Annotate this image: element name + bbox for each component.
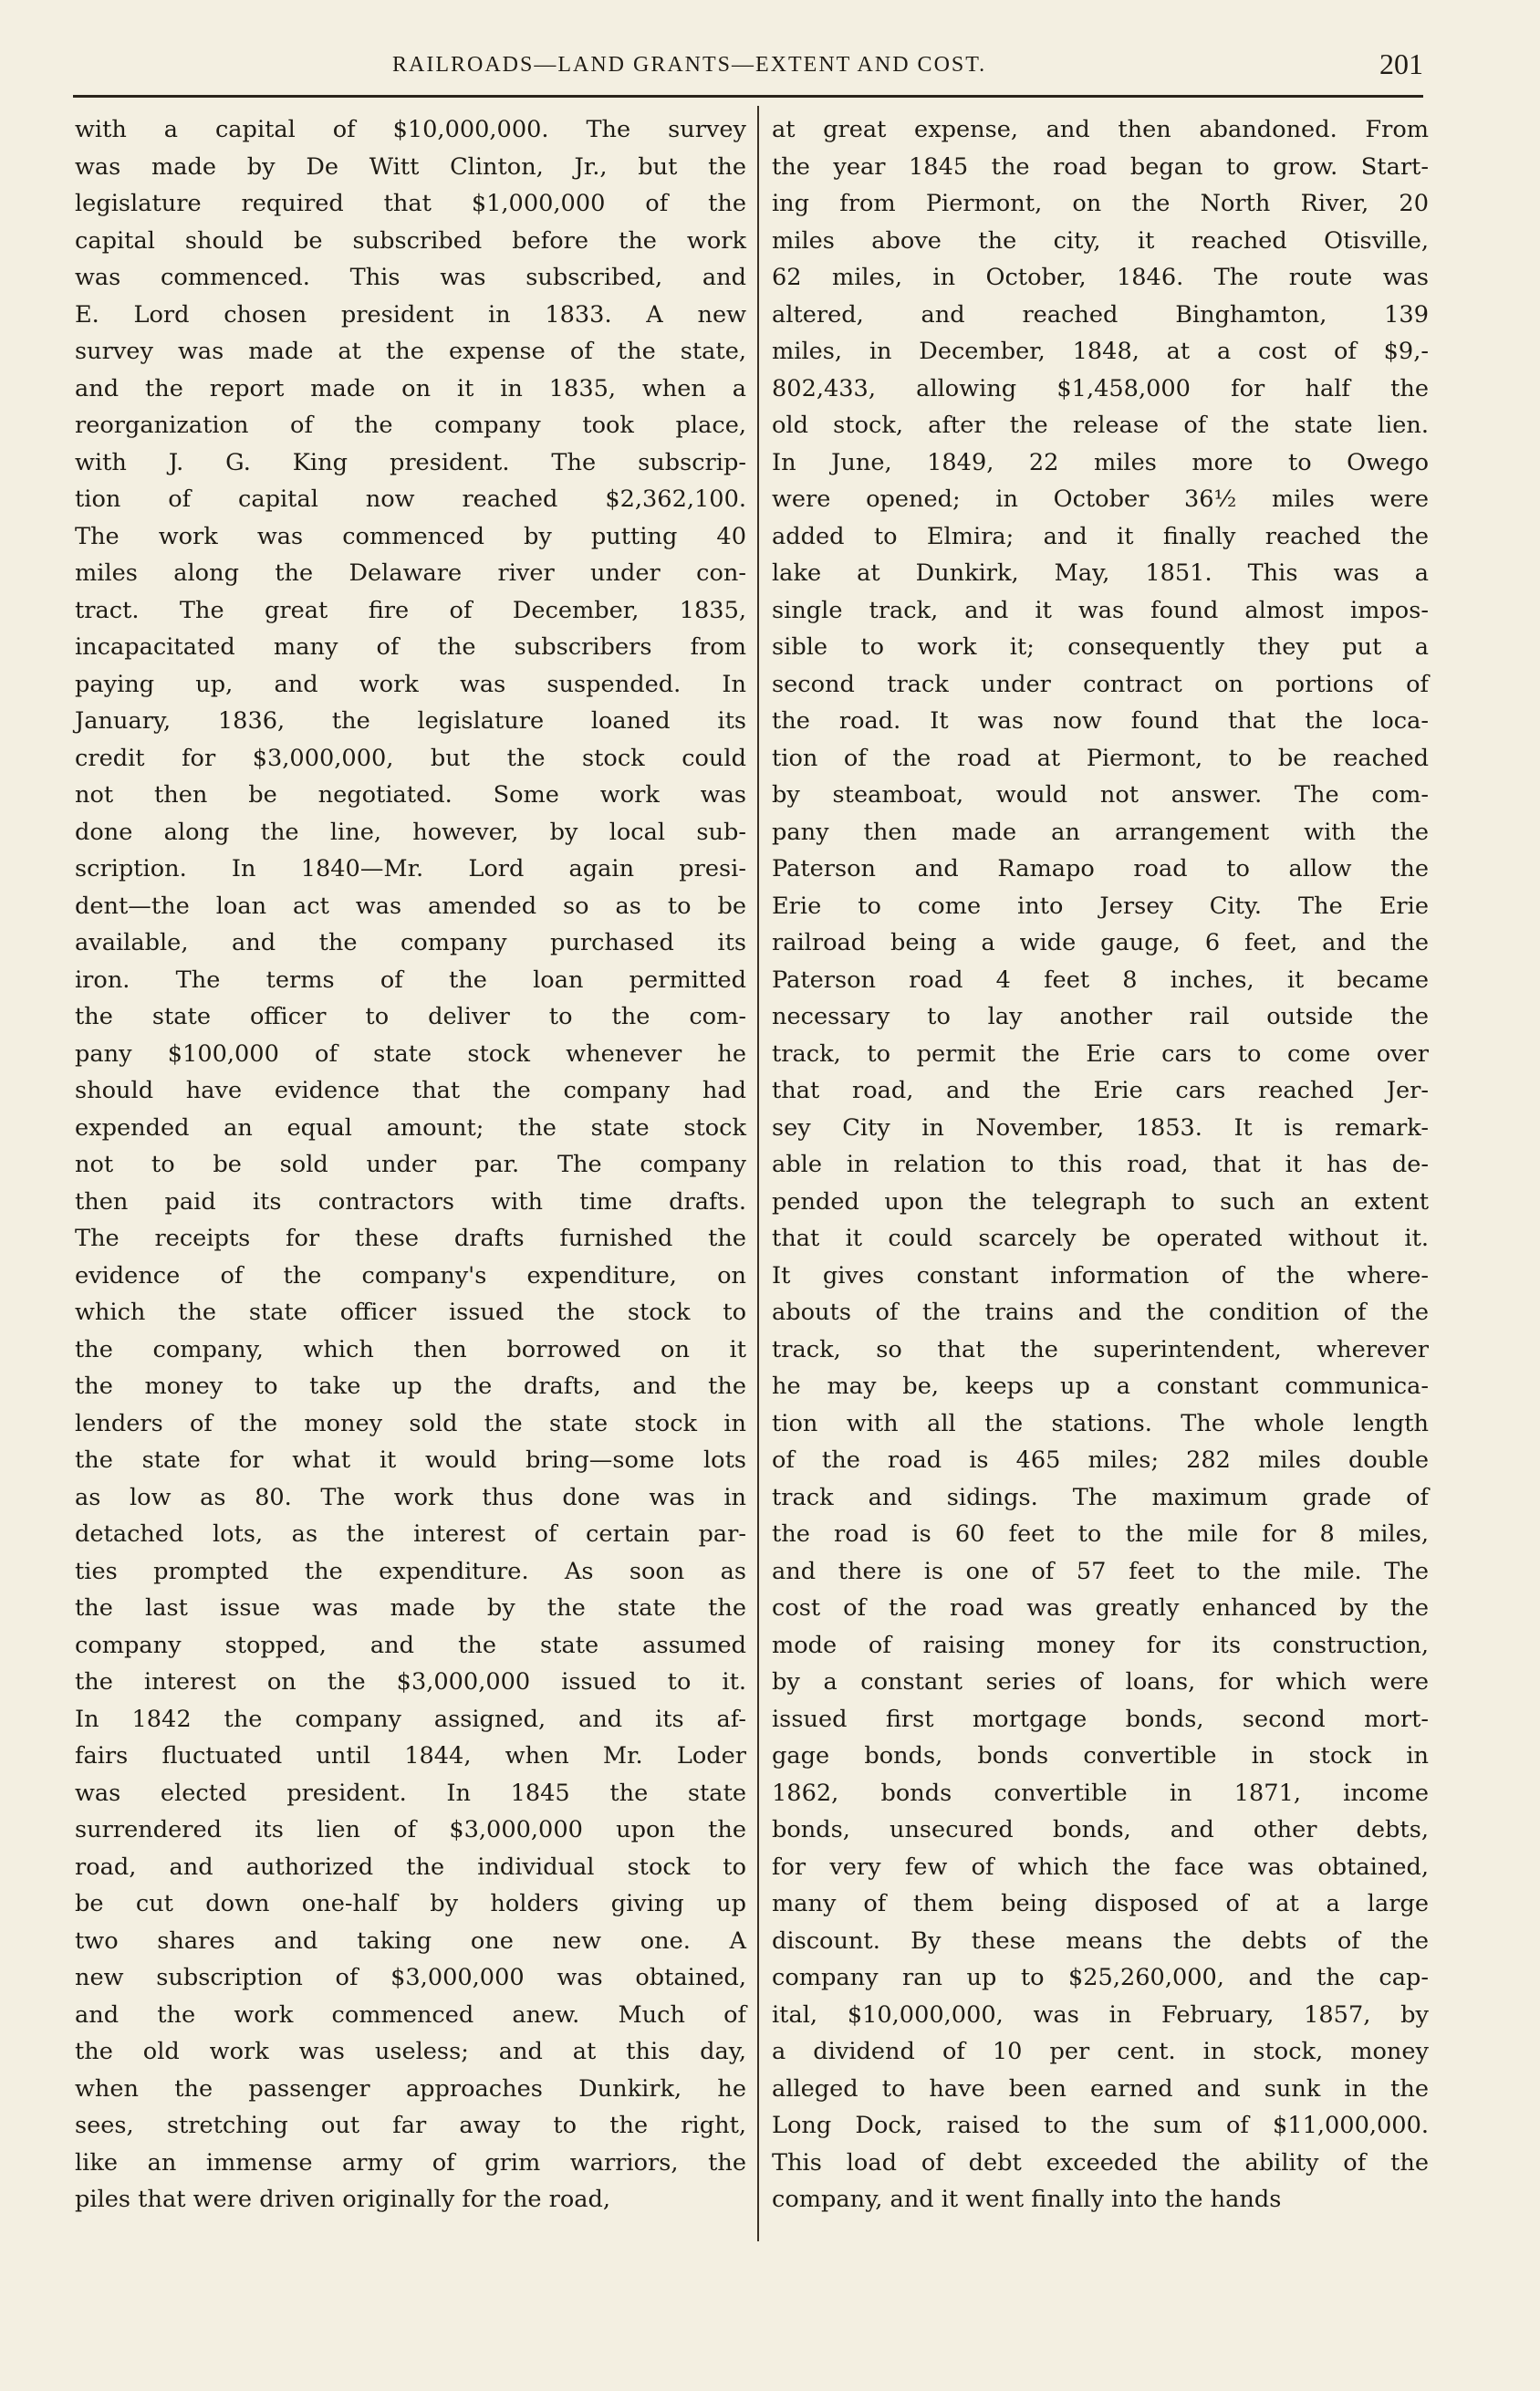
text-line: the state for what it would bring—some lots [75,1446,746,1474]
text-line: abouts of the trains and the condition of the [772,1299,1429,1326]
text-line: capital should be subscribed before the work [75,226,746,255]
text-line: by steamboat, would not answer. The com- [772,781,1429,809]
text-line: the company, which then borrowed on it [75,1335,746,1363]
text-line: with J. G. King president. The subscrip- [75,448,746,476]
text-line: road, and authorized the individual stock to [75,1853,746,1881]
page-header [73,47,1423,86]
text-line: alleged to have been earned and sunk in the [772,2074,1429,2103]
text-line: tion with all the stations. The whole length [772,1409,1429,1437]
text-line: tion of capital now reached $2,362,100. [75,486,746,513]
text-line: old stock, after the release of the state lien. [772,412,1429,439]
text-line: when the passenger approaches Dunkirk, he [75,2074,746,2103]
text-line: lenders of the money sold the state stock in [75,1409,746,1437]
text-line: the state officer to deliver to the com- [75,1003,746,1030]
text-line: were opened; in October 36½ miles were [772,486,1429,513]
text-line: altered, and reached Binghamton, 139 [772,300,1429,329]
text-line: and the work commenced anew. Much of [75,2000,746,2029]
text-line: scription. In 1840—Mr. Lord again presi- [75,855,746,882]
text-line: like an immense army of grim warriors, the [75,2148,746,2177]
column-divider [757,106,759,2241]
text-line: pany $100,000 of state stock whenever he [75,1039,746,1068]
text-line: single track, and it was found almost impos- [772,596,1429,624]
text-line: The work was commenced by putting 40 [75,522,746,550]
text-line: ing from Piermont, on the North River, 20 [772,190,1429,217]
text-line: In 1842 the company assigned, and its af- [75,1705,746,1733]
text-line: the year 1845 the road began to grow. Start- [772,152,1429,181]
text-line: Long Dock, raised to the sum of $11,000,000. [772,2112,1429,2139]
text-line: cost of the road was greatly enhanced by the [772,1594,1429,1622]
text-line: available, and the company purchased its [75,929,746,956]
text-line: pended upon the telegraph to such an extent [772,1187,1429,1216]
text-line: 802,433, allowing $1,458,000 for half the [772,374,1429,402]
text-line: that road, and the Erie cars reached Jer- [772,1077,1429,1104]
text-line: a dividend of 10 per cent. in stock, money [772,2038,1429,2065]
text-line: Paterson road 4 feet 8 inches, it became [772,966,1429,994]
text-line: be cut down one-half by holders giving up [75,1890,746,1917]
text-line: company, and it went finally into the hands [772,2186,1282,2213]
text-line: issued first mortgage bonds, second mort- [772,1705,1429,1733]
text-line: railroad being a wide gauge, 6 feet, and the [772,929,1429,956]
text-line: iron. The terms of the loan permitted [75,966,746,994]
text-line: sey City in November, 1853. It is remark- [772,1113,1429,1142]
text-line: track and sidings. The maximum grade of [772,1483,1429,1511]
left-column [75,111,746,2219]
text-line: should have evidence that the company had [75,1077,746,1104]
text-line: second track under contract on portions of [772,670,1429,698]
text-line: the money to take up the drafts, and the [75,1373,746,1400]
text-line: he may be, keeps up a constant communica- [772,1373,1429,1400]
text-line: the road. It was now found that the loca- [772,707,1429,735]
text-line: The receipts for these drafts furnished the [75,1225,746,1252]
text-line: the interest on the $3,000,000 issued to it. [75,1668,746,1696]
text-line: two shares and taking one new one. A [75,1926,746,1955]
text-line: January, 1836, the legislature loaned its [75,707,746,735]
text-line: company stopped, and the state assumed [75,1631,746,1659]
text-line: was elected president. In 1845 the state [75,1779,746,1807]
text-line: pany then made an arrangement with the [772,818,1429,846]
text-line: Paterson and Ramapo road to allow the [772,855,1429,882]
text-line: credit for $3,000,000, but the stock could [75,744,746,772]
text-line: dent—the loan act was amended so as to be [75,892,746,920]
text-line: the old work was useless; and at this day, [75,2038,746,2065]
text-line: miles, in December, 1848, at a cost of $9,- [772,338,1429,365]
text-line: by a constant series of loans, for which were [772,1668,1429,1696]
text-line: mode of raising money for its construction, [772,1631,1429,1659]
text-line: This load of debt exceeded the ability of the [772,2148,1429,2177]
text-line: which the state officer issued the stock to [75,1299,746,1326]
text-line: evidence of the company's expenditure, on [75,1261,746,1289]
text-line: surrendered its lien of $3,000,000 upon the [75,1816,746,1843]
text-line: gage bonds, bonds convertible in stock in [772,1742,1429,1770]
right-column [772,111,1429,2219]
text-line: as low as 80. The work thus done was in [75,1483,746,1511]
text-line: of the road is 465 miles; 282 miles double [772,1446,1429,1474]
text-line: fairs fluctuated until 1844, when Mr. Loder [75,1742,746,1770]
text-line: E. Lord chosen president in 1833. A new [75,300,746,329]
text-line: miles along the Delaware river under con- [75,559,746,587]
text-line: ties prompted the expenditure. As soon as [75,1557,746,1585]
text-line: tion of the road at Piermont, to be reached [772,744,1429,772]
text-line: sees, stretching out far away to the right, [75,2112,746,2139]
text-line: reorganization of the company took place, [75,412,746,439]
text-line: the road is 60 feet to the mile for 8 miles, [772,1520,1429,1548]
text-line: Erie to come into Jersey City. The Erie [772,892,1429,920]
text-line: 62 miles, in October, 1846. The route was [772,264,1429,291]
text-line: bonds, unsecured bonds, and other debts, [772,1816,1429,1843]
text-line: discount. By these means the debts of the [772,1926,1429,1955]
text-line: company ran up to $25,260,000, and the cap- [772,1964,1429,1991]
text-line: It gives constant information of the where- [772,1261,1429,1289]
text-line: new subscription of $3,000,000 was obtained, [75,1964,746,1991]
text-line: survey was made at the expense of the state, [75,338,746,365]
page-number: 201 [1379,47,1423,80]
text-line: 1862, bonds convertible in 1871, income [772,1779,1429,1807]
text-line: legislature required that $1,000,000 of the [75,190,746,217]
text-line: able in relation to this road, that it has de- [772,1151,1429,1178]
text-line: detached lots, as the interest of certain par- [75,1520,746,1548]
text-line: expended an equal amount; the state stock [75,1113,746,1142]
text-line: In June, 1849, 22 miles more to Owego [772,448,1429,476]
text-line: miles above the city, it reached Otisville, [772,226,1429,255]
text-line: track, to permit the Erie cars to come over [772,1039,1429,1068]
text-line: that it could scarcely be operated without it. [772,1225,1429,1252]
text-line: then paid its contractors with time drafts. [75,1187,746,1216]
text-line: necessary to lay another rail outside the [772,1003,1429,1030]
text-line: piles that were driven originally for the road, [75,2186,611,2213]
text-line: not then be negotiated. Some work was [75,781,746,809]
text-line: and the report made on it in 1835, when a [75,374,746,402]
text-line: was made by De Witt Clinton, Jr., but the [75,152,746,181]
text-line: the last issue was made by the state the [75,1594,746,1622]
text-line: was commenced. This was subscribed, and [75,264,746,291]
text-line: and there is one of 57 feet to the mile. The [772,1557,1429,1585]
text-line: lake at Dunkirk, May, 1851. This was a [772,559,1429,587]
text-line: paying up, and work was suspended. In [75,670,746,698]
text-line: done along the line, however, by local sub- [75,818,746,846]
text-line: with a capital of $10,000,000. The survey [75,116,746,143]
text-line: added to Elmira; and it finally reached the [772,522,1429,550]
text-line: for very few of which the face was obtained, [772,1853,1429,1881]
header-rule [73,95,1423,98]
text-line: at great expense, and then abandoned. From [772,116,1429,143]
text-line: incapacitated many of the subscribers from [75,633,746,661]
text-line: ital, $10,000,000, was in February, 1857, by [772,2000,1429,2029]
text-line: many of them being disposed of at a large [772,1890,1429,1917]
text-line: not to be sold under par. The company [75,1151,746,1178]
text-line: tract. The great fire of December, 1835, [75,596,746,624]
text-line: track, so that the superintendent, wherever [772,1335,1429,1363]
running-head: RAILROADS—LAND GRANTS—EXTENT AND COST. [392,53,987,77]
text-line: sible to work it; consequently they put a [772,633,1429,661]
